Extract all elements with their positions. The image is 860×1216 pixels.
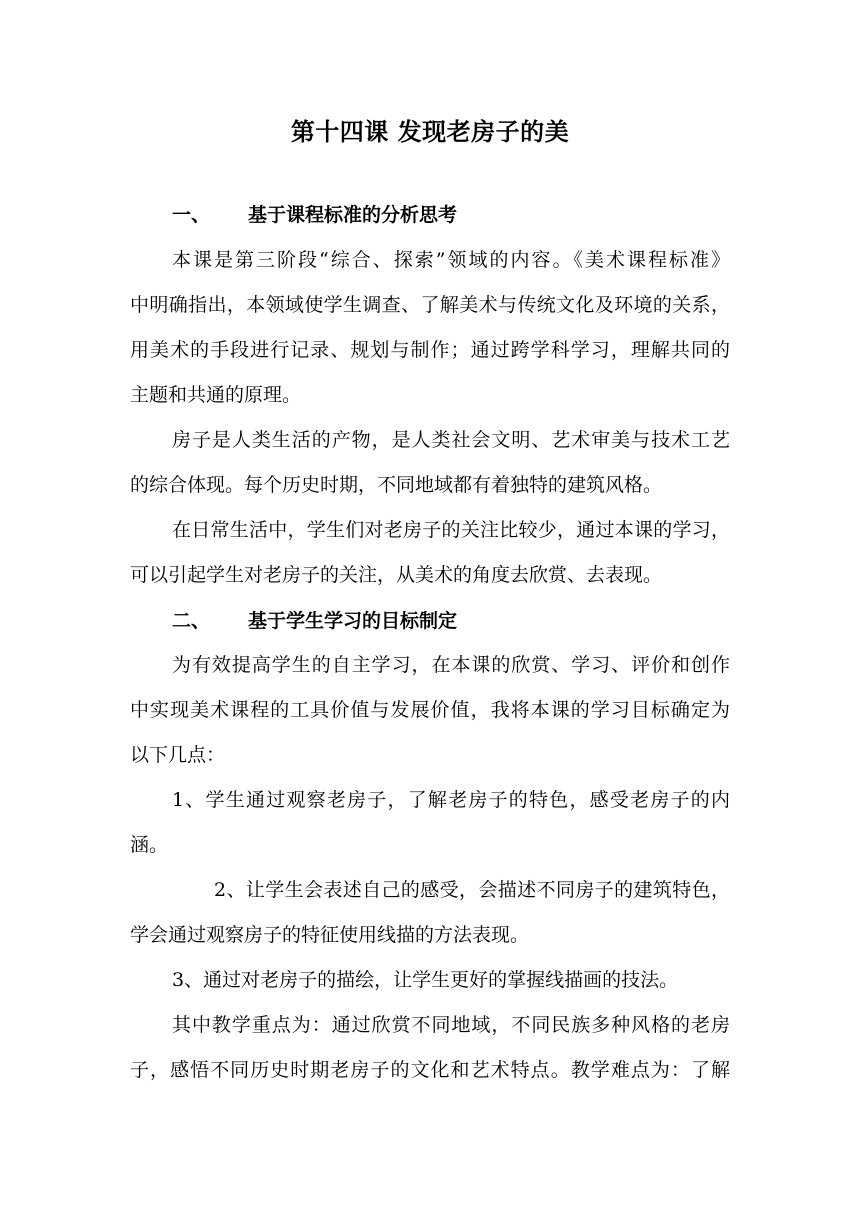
section-number: 二、 xyxy=(172,610,211,632)
section-heading-1 xyxy=(172,198,457,232)
list-item-line: 1、学生通过观察老房子，了解老房子的特色，感受老房子的内 xyxy=(172,789,730,811)
paragraph-line: 用美术的手段进行记录、规划与制作；通过跨学科学习，理解共同的 xyxy=(130,339,730,361)
list-item-line: 学会通过观察房子的特征使用线描的方法表现。 xyxy=(130,924,530,946)
paragraph-line: 中实现美术课程的工具价值与发展价值，我将本课的学习目标确定为 xyxy=(130,699,730,721)
paragraph-line: 在日常生活中，学生们对老房子的关注比较少，通过本课的学习， xyxy=(172,519,730,541)
paragraph-line: 中明确指出，本领域使学生调查、了解美术与传统文化及环境的关系， xyxy=(130,294,730,316)
paragraph-line: 子，感悟不同历史时期老房子的文化和艺术特点。教学难点为：了解 xyxy=(130,1059,730,1081)
paragraph-line: 可以引起学生对老房子的关注，从美术的角度去欣赏、去表现。 xyxy=(130,564,663,586)
paragraph-line: 本课是第三阶段“综合、探索”领域的内容。《美术课程标准》 xyxy=(172,249,730,271)
section-heading-2 xyxy=(172,604,457,638)
paragraph-line: 以下几点： xyxy=(130,744,226,766)
section-title: 基于课程标准的分析思考 xyxy=(248,204,458,226)
list-item-line: 2、让学生会表述自己的感受，会描述不同房子的建筑特色， xyxy=(214,879,730,901)
paragraph-line: 房子是人类生活的产物，是人类社会文明、艺术审美与技术工艺 xyxy=(172,429,730,451)
document-title: 第十四课 发现老房子的美 xyxy=(290,117,570,146)
paragraph-line: 其中教学重点为：通过欣赏不同地域，不同民族多种风格的老房 xyxy=(172,1014,730,1036)
paragraph-line: 为有效提高学生的自主学习，在本课的欣赏、学习、评价和创作 xyxy=(172,654,730,676)
list-item-line: 涵。 xyxy=(130,834,169,856)
section-number: 一、 xyxy=(172,204,211,226)
paragraph-line: 的综合体现。每个历史时期，不同地域都有着独特的建筑风格。 xyxy=(130,474,663,496)
section-title: 基于学生学习的目标制定 xyxy=(248,610,458,632)
paragraph-line: 主题和共通的原理。 xyxy=(130,384,302,406)
list-item-line: 3、通过对老房子的描绘，让学生更好的掌握线描画的技法。 xyxy=(172,969,679,991)
